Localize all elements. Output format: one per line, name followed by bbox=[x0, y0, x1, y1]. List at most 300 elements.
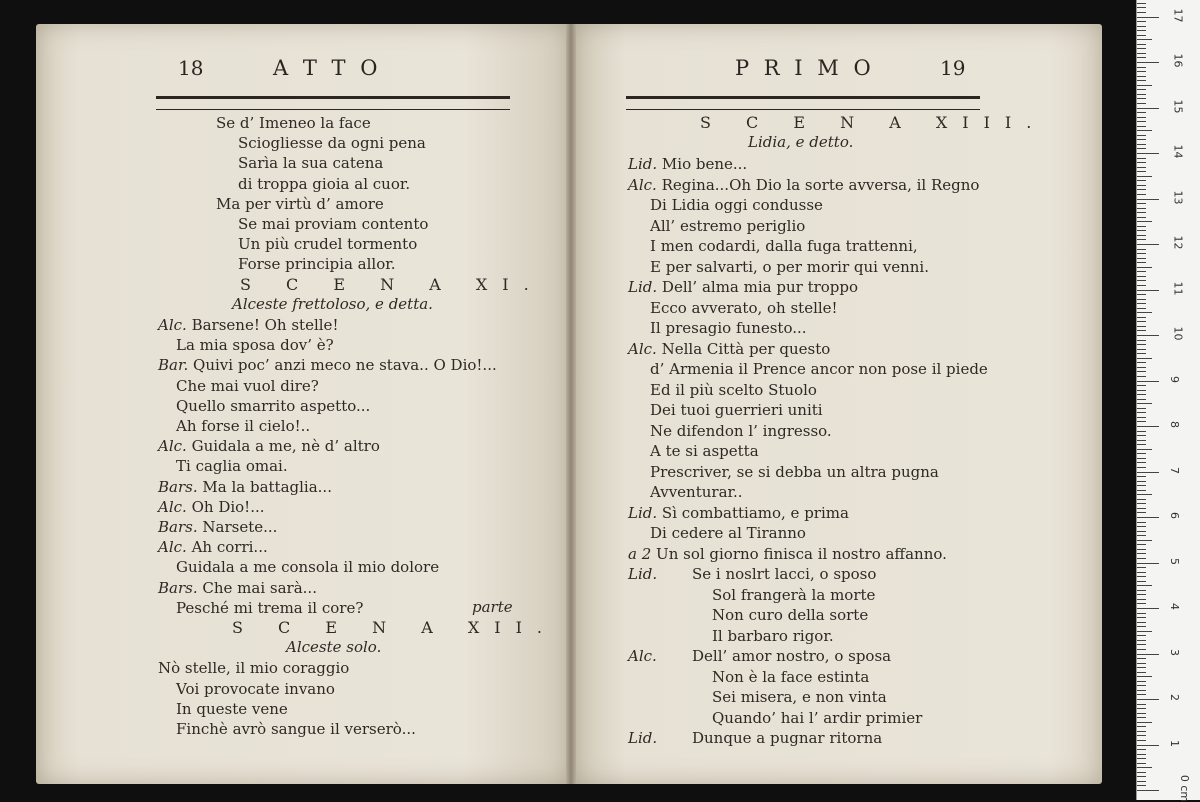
verse-line bbox=[628, 503, 849, 523]
ruler-tick bbox=[1137, 494, 1152, 495]
ruler-tick bbox=[1137, 121, 1146, 122]
ruler-tick bbox=[1137, 640, 1146, 641]
line-text: Non è la face estinta bbox=[712, 667, 870, 686]
ruler-tick bbox=[1137, 267, 1152, 268]
line-text: Oh Dio!... bbox=[191, 497, 265, 516]
ruler-label: 8 bbox=[1168, 421, 1181, 428]
ruler-label: 4 bbox=[1168, 603, 1181, 610]
ruler-tick bbox=[1137, 767, 1152, 768]
verse-line bbox=[176, 719, 416, 739]
ruler-tick bbox=[1137, 403, 1152, 404]
line-text: Sei misera, e non vinta bbox=[712, 688, 887, 706]
ruler-tick bbox=[1137, 67, 1146, 68]
ruler-tick bbox=[1137, 185, 1146, 186]
ruler-tick bbox=[1137, 731, 1146, 732]
verse-line bbox=[158, 436, 380, 456]
speaker-name: Bars. bbox=[158, 518, 198, 536]
ruler-label: 2 bbox=[1168, 694, 1181, 701]
ruler-tick bbox=[1137, 576, 1146, 577]
line-text: Sciogliesse da ogni pena bbox=[238, 134, 426, 153]
ruler-tick bbox=[1137, 694, 1146, 695]
ruler-label: 3 bbox=[1168, 648, 1181, 656]
verse-line bbox=[176, 679, 335, 699]
stage-direction: Lidia, e detto. bbox=[748, 133, 854, 151]
ruler-tick bbox=[1137, 581, 1146, 582]
ruler-tick bbox=[1137, 367, 1146, 368]
speaker-name: Bars. bbox=[158, 477, 198, 496]
ruler-tick bbox=[1137, 599, 1146, 600]
ruler-tick bbox=[1137, 435, 1146, 436]
scene-heading: S C E N A XII. bbox=[232, 618, 557, 637]
verse-line bbox=[650, 359, 988, 379]
ruler-tick bbox=[1137, 80, 1146, 81]
line-text: Se mai proviam contento bbox=[238, 215, 429, 233]
line-text: Ma per virtù d’ amore bbox=[216, 194, 384, 213]
line-text: Un più crudel tormento bbox=[238, 235, 418, 254]
verse-line bbox=[712, 585, 875, 605]
speaker-name: a 2 bbox=[628, 544, 652, 563]
ruler-tick bbox=[1137, 663, 1146, 664]
verse-line bbox=[650, 195, 823, 215]
line-text: Ecco avverato, oh stelle! bbox=[650, 298, 838, 317]
ruler-tick bbox=[1137, 362, 1146, 363]
ruler-tick bbox=[1137, 467, 1146, 468]
ruler-tick bbox=[1137, 312, 1152, 313]
ruler-tick bbox=[1137, 672, 1146, 673]
verse-line bbox=[650, 236, 918, 256]
verse-line bbox=[238, 174, 410, 194]
ruler-tick bbox=[1137, 21, 1146, 22]
ruler-tick bbox=[1137, 649, 1146, 650]
ruler-tick bbox=[1137, 194, 1146, 195]
ruler-tick bbox=[1137, 426, 1159, 427]
verse-line bbox=[238, 234, 417, 254]
line-text: Ed il più scelto Stuolo bbox=[650, 380, 817, 399]
verse-line bbox=[238, 153, 383, 173]
ruler-tick bbox=[1137, 330, 1146, 331]
ruler-tick bbox=[1137, 103, 1146, 104]
ruler-tick bbox=[1137, 117, 1146, 118]
verse-line bbox=[712, 708, 922, 728]
verse-line bbox=[650, 523, 806, 543]
line-text: Pesché mi trema il core? bbox=[176, 598, 364, 617]
ruler-tick bbox=[1137, 590, 1146, 591]
ruler-tick bbox=[1137, 299, 1146, 300]
line-text: Guidala a me, nè d’ altro bbox=[191, 437, 380, 456]
verse-line bbox=[650, 421, 832, 441]
verse-line bbox=[650, 257, 929, 277]
ruler-tick bbox=[1137, 745, 1159, 746]
ruler-tick bbox=[1137, 7, 1146, 8]
ruler-tick bbox=[1137, 253, 1146, 254]
ruler-tick bbox=[1137, 740, 1146, 741]
ruler-tick bbox=[1137, 180, 1146, 181]
ruler-tick bbox=[1137, 217, 1146, 218]
ruler-tick bbox=[1137, 785, 1146, 786]
ruler-tick bbox=[1137, 644, 1146, 645]
line-text: Voi provocate invano bbox=[176, 679, 335, 698]
verse-line bbox=[176, 396, 370, 416]
ruler-label: 10 bbox=[1171, 326, 1185, 341]
ruler-tick bbox=[1137, 476, 1146, 477]
right-header-rule bbox=[626, 96, 980, 110]
left-running-head: A T T O bbox=[273, 56, 382, 80]
ruler-tick bbox=[1137, 130, 1152, 131]
line-text: Il barbaro rigor. bbox=[712, 626, 834, 645]
speaker-name: Alc. bbox=[158, 316, 187, 334]
ruler-tick bbox=[1137, 148, 1146, 149]
ruler-label: 11 bbox=[1171, 281, 1185, 295]
ruler-tick bbox=[1137, 535, 1146, 536]
ruler-tick bbox=[1137, 112, 1146, 113]
ruler-tick bbox=[1137, 772, 1146, 773]
ruler-tick bbox=[1137, 108, 1159, 109]
ruler-tick bbox=[1137, 44, 1146, 45]
line-text: La mia sposa dov’ è? bbox=[176, 336, 334, 355]
line-text: Regina...Oh Dio la sorte avversa, il Regno bbox=[661, 175, 980, 194]
verse-line bbox=[176, 456, 288, 476]
ruler-tick bbox=[1137, 244, 1159, 245]
verse-line bbox=[158, 658, 349, 678]
ruler-tick bbox=[1137, 667, 1146, 668]
ruler-label: 14 bbox=[1171, 144, 1185, 159]
line-text: Ah forse il cielo!.. bbox=[176, 417, 311, 435]
ruler-tick bbox=[1137, 540, 1152, 541]
line-text: Mio bene... bbox=[661, 155, 748, 173]
ruler-tick bbox=[1137, 294, 1146, 295]
line-text: Di cedere al Tiranno bbox=[650, 524, 806, 542]
ruler-tick bbox=[1137, 153, 1159, 154]
ruler-tick bbox=[1137, 203, 1146, 204]
ruler-tick bbox=[1137, 226, 1146, 227]
ruler-tick bbox=[1137, 285, 1146, 286]
ruler-tick bbox=[1137, 399, 1146, 400]
verse-line bbox=[712, 667, 869, 687]
ruler-tick bbox=[1137, 167, 1146, 168]
exit-note: parte bbox=[472, 597, 513, 616]
ruler-tick bbox=[1137, 685, 1146, 686]
ruler-tick bbox=[1137, 390, 1146, 391]
verse-line bbox=[238, 254, 396, 274]
ruler-tick bbox=[1137, 139, 1146, 140]
ruler-tick bbox=[1137, 280, 1146, 281]
line-text: I men codardi, dalla fuga trattenni, bbox=[650, 237, 918, 255]
verse-line bbox=[628, 277, 858, 297]
verse-line bbox=[628, 728, 882, 748]
line-text: Finchè avrò sangue il verserò... bbox=[176, 720, 416, 738]
scene-heading: S C E N A XI. bbox=[240, 274, 544, 294]
scene-heading: S C E N A XIII. bbox=[700, 113, 1047, 132]
ruler-tick bbox=[1137, 303, 1146, 304]
ruler-tick bbox=[1137, 790, 1159, 791]
ruler-tick bbox=[1137, 490, 1146, 491]
ruler-tick bbox=[1137, 512, 1146, 513]
speaker-name: Lid. bbox=[628, 155, 658, 173]
line-text: Narsete... bbox=[202, 518, 278, 536]
right-running-head: P R I M O bbox=[735, 56, 875, 80]
ruler-tick bbox=[1137, 417, 1146, 418]
line-text: Un sol giorno finisca il nostro affanno. bbox=[656, 544, 947, 563]
line-text: Prescriver, se si debba un altra pugna bbox=[650, 462, 939, 481]
verse-line bbox=[628, 564, 876, 584]
line-text: Che mai vuol dire? bbox=[176, 376, 319, 395]
ruler-label: 15 bbox=[1171, 99, 1185, 113]
ruler-tick bbox=[1137, 376, 1146, 377]
ruler-tick bbox=[1137, 276, 1146, 277]
ruler-label: 0 cm bbox=[1178, 774, 1192, 802]
ruler-tick bbox=[1137, 85, 1152, 86]
speaker-name: Bars. bbox=[158, 578, 198, 597]
ruler-tick bbox=[1137, 3, 1146, 4]
ruler-tick bbox=[1137, 690, 1146, 691]
ruler-tick bbox=[1137, 381, 1159, 382]
ruler-tick bbox=[1137, 499, 1146, 500]
ruler-tick bbox=[1137, 26, 1146, 27]
ruler-label: 6 bbox=[1168, 512, 1181, 519]
ruler-tick bbox=[1137, 394, 1146, 395]
speaker-name: Alc. bbox=[158, 497, 187, 516]
ruler-tick bbox=[1137, 558, 1146, 559]
speaker-name: Bar. bbox=[158, 356, 189, 375]
ruler-tick bbox=[1137, 735, 1146, 736]
ruler-label: 7 bbox=[1168, 466, 1181, 474]
ruler-tick bbox=[1137, 440, 1146, 441]
ruler-tick bbox=[1137, 212, 1146, 213]
line-text: Forse principia allor. bbox=[238, 255, 396, 274]
ruler-tick bbox=[1137, 76, 1146, 77]
line-text: A te si aspetta bbox=[650, 442, 759, 460]
line-text: Dell’ alma mia pur troppo bbox=[661, 278, 859, 296]
ruler-tick bbox=[1137, 239, 1146, 240]
verse-line bbox=[176, 416, 310, 436]
line-text: Se d’ Imeneo la face bbox=[216, 114, 371, 132]
ruler-tick bbox=[1137, 408, 1146, 409]
ruler-tick bbox=[1137, 358, 1152, 359]
ruler-tick bbox=[1137, 458, 1146, 459]
ruler-tick bbox=[1137, 526, 1146, 527]
ruler-tick bbox=[1137, 89, 1146, 90]
ruler-tick bbox=[1137, 531, 1146, 532]
line-text: All’ estremo periglio bbox=[650, 216, 806, 235]
ruler-tick bbox=[1137, 321, 1146, 322]
line-text: Di Lidia oggi condusse bbox=[650, 196, 823, 214]
ruler-tick bbox=[1137, 30, 1146, 31]
ruler-tick bbox=[1137, 189, 1146, 190]
ruler-tick bbox=[1137, 53, 1146, 54]
verse-line bbox=[176, 699, 288, 719]
verse-line bbox=[650, 462, 939, 482]
speaker-name: Lid. bbox=[628, 729, 658, 747]
ruler-tick bbox=[1137, 658, 1146, 659]
ruler-label: 17 bbox=[1171, 8, 1185, 22]
line-text: Guidala a me consola il mio dolore bbox=[176, 558, 440, 577]
line-text: In queste vene bbox=[176, 699, 288, 718]
line-text: Nella Città per questo bbox=[661, 339, 831, 358]
verse-line bbox=[158, 578, 317, 598]
speaker-name: Alc. bbox=[158, 538, 187, 557]
ruler-tick bbox=[1137, 431, 1146, 432]
line-text: Quello smarrito aspetto... bbox=[176, 396, 371, 415]
verse-line bbox=[628, 175, 979, 195]
ruler-tick bbox=[1137, 449, 1152, 450]
verse-line bbox=[712, 626, 834, 646]
speaker-name: Alc. bbox=[628, 175, 657, 194]
ruler-tick bbox=[1137, 199, 1159, 200]
ruler-tick bbox=[1137, 208, 1146, 209]
verse-line bbox=[650, 441, 759, 461]
verse-line bbox=[628, 154, 747, 174]
book-gutter bbox=[566, 24, 576, 784]
ruler-label: 9 bbox=[1168, 375, 1181, 383]
line-text: Non curo della sorte bbox=[712, 606, 869, 624]
ruler-tick bbox=[1137, 453, 1146, 454]
ruler-tick bbox=[1137, 758, 1146, 759]
ruler-tick bbox=[1137, 94, 1146, 95]
line-text: Che mai sarà... bbox=[202, 578, 317, 597]
ruler-label: 13 bbox=[1171, 190, 1185, 204]
stage-direction: Alceste frettoloso, e detta. bbox=[232, 294, 433, 313]
ruler-tick bbox=[1137, 549, 1146, 550]
ruler-tick bbox=[1137, 626, 1146, 627]
ruler-tick bbox=[1137, 594, 1146, 595]
ruler-tick bbox=[1137, 35, 1146, 36]
ruler-tick bbox=[1137, 48, 1146, 49]
stage-direction: Alceste solo. bbox=[286, 638, 382, 657]
ruler-tick bbox=[1137, 617, 1146, 618]
ruler-tick bbox=[1137, 57, 1146, 58]
ruler-label: 16 bbox=[1171, 53, 1185, 68]
verse-line bbox=[158, 355, 497, 375]
ruler-tick bbox=[1137, 517, 1159, 518]
verse-line bbox=[216, 113, 371, 133]
ruler-tick bbox=[1137, 71, 1146, 72]
verse-line bbox=[650, 400, 823, 420]
ruler-label: 5 bbox=[1168, 557, 1181, 565]
left-page-number: 18 bbox=[178, 56, 204, 80]
ruler-tick bbox=[1137, 717, 1146, 718]
ruler-tick bbox=[1137, 335, 1159, 336]
ruler-tick bbox=[1137, 631, 1152, 632]
ruler-tick bbox=[1137, 162, 1146, 163]
ruler-tick bbox=[1137, 563, 1159, 564]
ruler-tick bbox=[1137, 585, 1152, 586]
verse-line bbox=[158, 477, 332, 497]
line-text: d’ Armenia il Prence ancor non pose il piede bbox=[650, 360, 988, 378]
ruler-tick bbox=[1137, 622, 1146, 623]
verse-line bbox=[650, 482, 743, 502]
verse-line bbox=[238, 133, 426, 153]
ruler-tick bbox=[1137, 12, 1146, 13]
ruler-tick bbox=[1137, 249, 1146, 250]
ruler-tick bbox=[1137, 654, 1159, 655]
line-text: Dell’ amor nostro, o sposa bbox=[692, 647, 892, 665]
ruler-tick bbox=[1137, 385, 1146, 386]
line-text: Ne difendon l’ ingresso. bbox=[650, 421, 832, 440]
ruler-tick bbox=[1137, 635, 1146, 636]
speaker-name: Lid. bbox=[628, 565, 658, 583]
ruler-tick bbox=[1137, 171, 1146, 172]
line-text: Dei tuoi guerrieri uniti bbox=[650, 401, 823, 419]
ruler-tick bbox=[1137, 508, 1146, 509]
ruler-tick bbox=[1137, 726, 1146, 727]
verse-line bbox=[216, 194, 384, 214]
line-text: E per salvarti, o per morir qui venni. bbox=[650, 257, 929, 276]
ruler-tick bbox=[1137, 176, 1152, 177]
line-text: Ah corri... bbox=[191, 538, 268, 557]
line-text: Dunque a pugnar ritorna bbox=[692, 729, 883, 747]
verse-line bbox=[712, 687, 887, 707]
line-text: di troppa gioia al cuor. bbox=[238, 174, 411, 193]
verse-line bbox=[158, 315, 338, 335]
ruler-tick bbox=[1137, 221, 1152, 222]
ruler-tick bbox=[1137, 485, 1146, 486]
ruler-tick bbox=[1137, 503, 1146, 504]
ruler-tick bbox=[1137, 349, 1146, 350]
ruler-tick bbox=[1137, 262, 1146, 263]
ruler-tick bbox=[1137, 17, 1159, 18]
ruler-tick bbox=[1137, 676, 1152, 677]
verse-line bbox=[628, 646, 891, 666]
right-page-number: 19 bbox=[940, 56, 966, 80]
line-text: Se i noslrt lacci, o sposo bbox=[692, 565, 877, 583]
line-text: Barsene! Oh stelle! bbox=[191, 316, 339, 334]
ruler-tick bbox=[1137, 613, 1146, 614]
line-text: Quivi poc’ anzi meco ne stava.. O Dio!... bbox=[193, 356, 497, 375]
ruler-tick bbox=[1137, 472, 1159, 473]
ruler-tick bbox=[1137, 699, 1159, 700]
speaker-name: Alc. bbox=[628, 339, 657, 358]
ruler-tick bbox=[1137, 235, 1146, 236]
ruler-tick bbox=[1137, 62, 1159, 63]
ruler-tick bbox=[1137, 326, 1146, 327]
line-text: Ma la battaglia... bbox=[202, 477, 332, 496]
verse-line bbox=[176, 376, 319, 396]
ruler-tick bbox=[1137, 258, 1146, 259]
ruler-tick bbox=[1137, 704, 1146, 705]
ruler-tick bbox=[1137, 317, 1146, 318]
verse-line bbox=[176, 557, 439, 577]
ruler-tick bbox=[1137, 603, 1146, 604]
ruler-tick bbox=[1137, 39, 1152, 40]
ruler-tick bbox=[1137, 412, 1146, 413]
ruler-tick bbox=[1137, 781, 1146, 782]
ruler-tick bbox=[1137, 608, 1159, 609]
line-text: Ti caglia omai. bbox=[176, 457, 288, 476]
ruler-tick bbox=[1137, 344, 1146, 345]
verse-line bbox=[238, 214, 428, 234]
ruler-tick bbox=[1137, 353, 1146, 354]
verse-line bbox=[176, 598, 363, 618]
verse-line bbox=[158, 517, 277, 537]
speaker-name: Lid. bbox=[628, 278, 658, 296]
ruler-tick bbox=[1137, 290, 1159, 291]
ruler-tick bbox=[1137, 230, 1146, 231]
ruler-tick bbox=[1137, 553, 1146, 554]
ruler-tick bbox=[1137, 544, 1146, 545]
ruler-label: 1 bbox=[1168, 739, 1181, 747]
ruler-tick bbox=[1137, 308, 1146, 309]
line-text: Il presagio funesto... bbox=[650, 319, 807, 337]
ruler-tick bbox=[1137, 444, 1146, 445]
verse-line bbox=[628, 339, 830, 359]
ruler-tick bbox=[1137, 749, 1146, 750]
line-text: Sì combattiamo, e prima bbox=[661, 503, 849, 522]
speaker-name: Alc. bbox=[628, 647, 657, 665]
left-header-rule bbox=[156, 96, 510, 110]
verse-line bbox=[712, 605, 868, 625]
line-text: Quando’ hai l’ ardir primier bbox=[712, 708, 923, 727]
verse-line bbox=[650, 298, 838, 318]
